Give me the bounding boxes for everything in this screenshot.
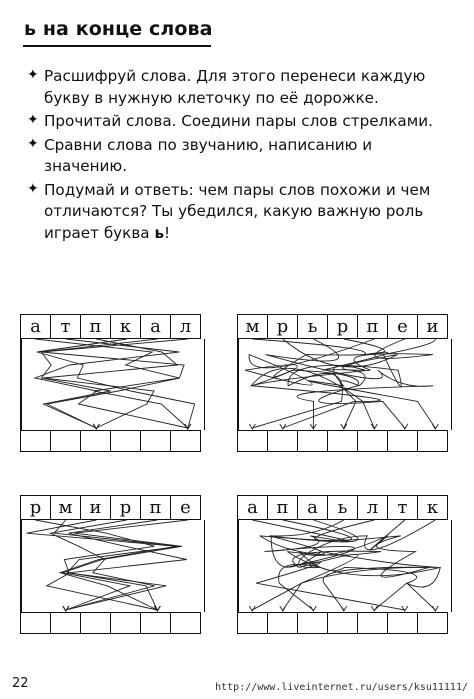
star-bullet-icon: ✦: [27, 135, 39, 152]
letter-path: [265, 339, 433, 428]
letter-cell: м: [51, 496, 81, 519]
letter-cell: р: [21, 496, 51, 519]
letter-cell: п: [81, 315, 111, 338]
letter-path: [54, 520, 180, 610]
arrow-head-icon: [63, 606, 69, 611]
letter-puzzle: [237, 495, 452, 636]
letter-cell: и: [81, 496, 111, 519]
letter-path: [43, 339, 177, 428]
title-underline: [23, 45, 211, 47]
letter-cell: т: [51, 315, 81, 338]
letter-cell: а: [21, 315, 51, 338]
letter-path: [252, 520, 438, 610]
letter-path: [269, 520, 440, 610]
letter-cell: п: [268, 496, 298, 519]
instruction-text: Сравни слова по звучанию, написанию и значению.: [44, 135, 373, 175]
watermark-url: http://www.liveinternet.ru/users/ksu11111/: [215, 682, 468, 693]
letter-path: [299, 520, 436, 610]
letter-cell: к: [426, 497, 439, 518]
star-bullet-icon: ✦: [27, 112, 39, 128]
tangled-paths: [20, 314, 205, 454]
letter-cell: а: [298, 496, 328, 519]
arrow-head-icon: [402, 606, 408, 611]
letter-cell: и: [426, 316, 439, 337]
instructions-list: [27, 66, 457, 246]
arrow-head-icon: [341, 424, 347, 429]
page-title: ь на конце слова: [24, 18, 213, 40]
instruction-item: [27, 135, 457, 178]
arrow-head-icon: [371, 424, 377, 429]
tangled-paths: [237, 314, 452, 454]
instruction-item: [27, 180, 457, 245]
instruction-text-end: !: [164, 223, 171, 242]
star-bullet-icon: ✦: [27, 180, 39, 197]
instruction-text: Прочитай слова. Соедини пары слов стрелками.: [44, 112, 433, 130]
instruction-text: Подумай и ответь: чем пары слов похожи и чем отличаются? Ты убедился, какую важную роль играет буква: [44, 180, 431, 242]
letter-path: [252, 339, 435, 428]
tangled-paths: [237, 495, 452, 636]
letter-path: [252, 520, 404, 610]
instruction-text: Расшифруй слова. Для этого перенеси каждую букву в нужную клеточку по её дорожке.: [44, 67, 426, 107]
letter-cell: р: [111, 496, 141, 519]
letter-cell: м: [238, 315, 268, 338]
arrow-head-icon: [402, 424, 408, 429]
letter-path: [245, 339, 380, 428]
letter-cell: к: [111, 315, 141, 338]
arrow-head-icon: [249, 424, 255, 429]
arrow-head-icon: [280, 424, 286, 429]
letter-cell: е: [388, 315, 418, 338]
letter-path: [35, 339, 179, 428]
page-number: 22: [12, 676, 29, 691]
letter-cell: ь: [298, 315, 328, 338]
letter-puzzle: [20, 495, 205, 636]
letter-path: [42, 339, 188, 428]
letter-cell: л: [179, 316, 192, 337]
instruction-item: [27, 66, 457, 109]
instruction-item: [27, 111, 457, 133]
letter-cell: а: [238, 496, 268, 519]
letter-path: [35, 339, 188, 428]
tangled-paths: [20, 495, 205, 636]
soft-sign-letter: ь: [154, 223, 165, 242]
letter-cell: п: [141, 496, 171, 519]
letter-cell: п: [358, 315, 388, 338]
letter-puzzle: [237, 314, 452, 454]
letter-path: [283, 339, 436, 428]
letter-cell: р: [268, 315, 298, 338]
arrow-head-icon: [341, 606, 347, 611]
letter-cell: а: [141, 315, 171, 338]
letter-cell: т: [388, 496, 418, 519]
letter-cell: ь: [328, 496, 358, 519]
arrow-head-icon: [432, 424, 438, 429]
letter-cell: л: [358, 496, 388, 519]
star-bullet-icon: ✦: [27, 67, 39, 83]
arrow-head-icon: [280, 606, 286, 611]
letter-cell: р: [328, 315, 358, 338]
letter-cell: е: [180, 497, 191, 518]
letter-puzzle: [20, 314, 205, 454]
